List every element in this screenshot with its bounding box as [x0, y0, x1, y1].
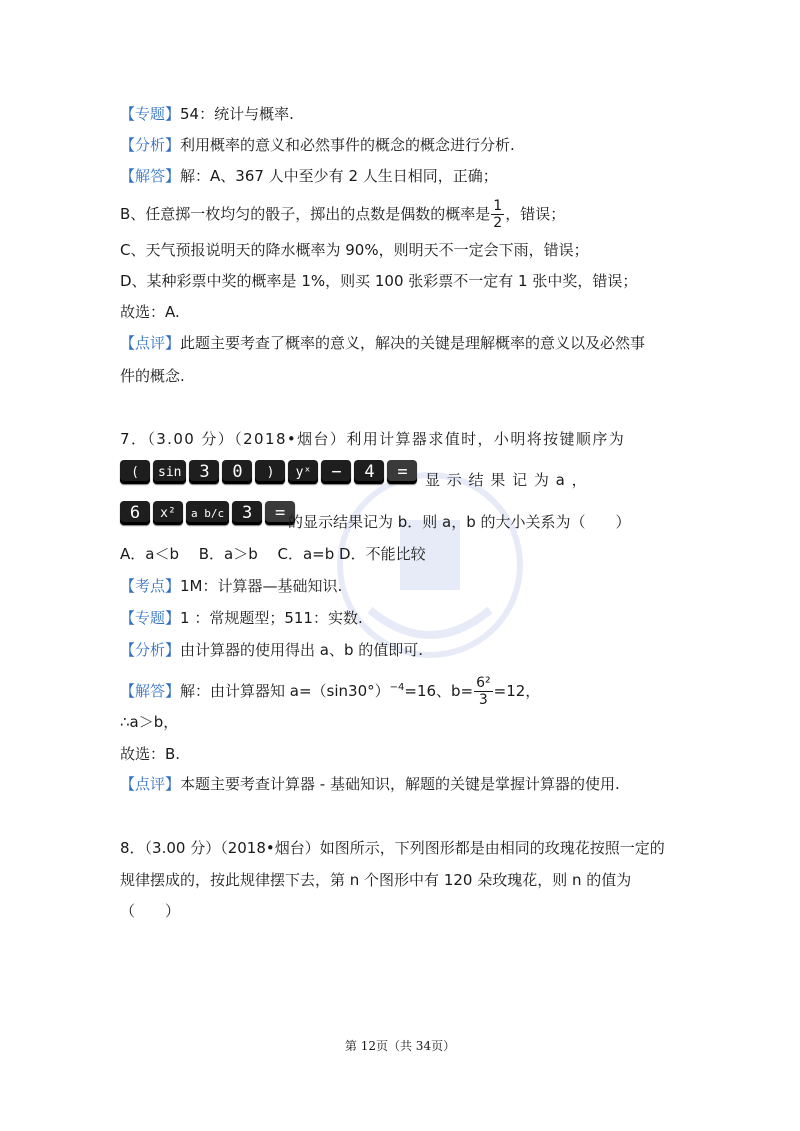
fraction-numerator: 1 [493, 198, 503, 214]
q7-analysis-line [120, 638, 423, 662]
q8-line3: （ ） [120, 902, 181, 920]
comment-text: 此题主要考查了概率的意义，解决的关键是理解概率的意义以及必然事 [180, 334, 646, 352]
q6-line-d: D、某种彩票中奖的概率是 1%，则买 100 张彩票不一定有 1 张中奖，错误； [120, 272, 638, 290]
key-3b: 3 [232, 501, 262, 525]
key-sin: sin [153, 460, 186, 484]
q8-line2: 规律摆成的，按此规律摆下去，第 n 个图形中有 120 朵玫瑰花，则 n 的值为 [120, 871, 632, 889]
special-tag: 【专题】 [120, 609, 181, 627]
key-sequence-2 [120, 501, 295, 525]
fraction [491, 198, 504, 231]
key-power: yˣ [288, 460, 318, 484]
q7-after-keys1: 显 示 结 果 记 为 a ， [425, 471, 588, 489]
q6-choose: 故选：A. [120, 303, 180, 321]
answer-exponent: −4 [389, 682, 405, 693]
q7-special-line [120, 606, 363, 630]
key-sequence-1 [120, 460, 417, 484]
answer-tag: 【解答】 [120, 167, 181, 185]
comment-tag: 【点评】 [120, 334, 181, 352]
comment-tag: 【点评】 [120, 775, 181, 793]
point-text: 1M：计算器—基础知识. [180, 577, 343, 595]
key-close-paren: ) [255, 460, 285, 484]
q6-line-c: C、天气预报说明天的降水概率为 90%，则明天不一定会下雨，错误； [120, 241, 589, 259]
analysis-text: 利用概率的意义和必然事件的概念的概念进行分析. [180, 136, 515, 154]
analysis-tag: 【分析】 [120, 136, 181, 154]
special-tag: 【专题】 [120, 105, 181, 123]
special-text: 1 ：常规题型；511：实数. [180, 609, 363, 627]
analysis-text: 由计算器的使用得出 a、b 的值即可. [180, 641, 424, 659]
q7-options: A．a＜b B．a＞b C．a=b D．不能比较 [120, 545, 426, 563]
fraction-denominator: 2 [493, 215, 503, 231]
fraction [474, 675, 493, 708]
key-equals: = [387, 460, 417, 484]
answer-post: =12， [493, 682, 541, 700]
q7-answer-line [120, 675, 540, 708]
key-fraction: a b/c [186, 501, 229, 525]
answer-mid: =16、b= [404, 682, 474, 700]
key-equals-2: = [265, 501, 295, 525]
key-4: 4 [354, 460, 384, 484]
answer-pre: 解：由计算器知 a=（sin30°） [180, 682, 390, 700]
q7-header: 7．（3.00 分）（2018•烟台）利用计算器求值时，小明将按键顺序为 [120, 430, 626, 448]
fraction-numerator: 6² [476, 675, 491, 691]
comment-text: 本题主要考查计算器 - 基础知识，解题的关键是掌握计算器的使用. [180, 775, 620, 793]
q7-therefore: ∴a＞b， [120, 713, 179, 731]
key-6: 6 [120, 501, 150, 525]
q7-comment-line [120, 772, 620, 796]
q6-answer-line [120, 164, 498, 188]
special-text: 54：统计与概率. [180, 105, 294, 123]
q6-analysis-line [120, 133, 515, 157]
key-square: x² [153, 501, 183, 525]
key-0: 0 [222, 460, 252, 484]
q7-point-line [120, 574, 342, 598]
key-3: 3 [189, 460, 219, 484]
q6-line-b [120, 198, 565, 231]
point-tag: 【考点】 [120, 577, 181, 595]
q7-choose: 故选：B. [120, 745, 181, 763]
answer-text: 解：A、367 人中至少有 2 人生日相同，正确； [180, 167, 498, 185]
q6-special-line [120, 102, 294, 126]
fraction-denominator: 3 [478, 692, 488, 708]
q6-comment-cont: 件的概念. [120, 367, 185, 385]
q6-comment-line [120, 331, 645, 355]
analysis-tag: 【分析】 [120, 641, 181, 659]
page-footer: 第 12页（共 34页） [344, 1039, 456, 1053]
q7-after-keys2: 的显示结果记为 b．则 a，b 的大小关系为（ ） [288, 513, 631, 531]
line-b-post: ，错误； [505, 205, 566, 223]
key-minus: − [321, 460, 351, 484]
key-open-paren: ( [120, 460, 150, 484]
line-b-pre: B、任意掷一枚均匀的骰子，掷出的点数是偶数的概率是 [120, 205, 491, 223]
q8-header: 8．（3.00 分）（2018•烟台）如图所示，下列图形都是由相同的玫瑰花按照一定的 [120, 839, 665, 857]
answer-tag: 【解答】 [120, 682, 181, 700]
